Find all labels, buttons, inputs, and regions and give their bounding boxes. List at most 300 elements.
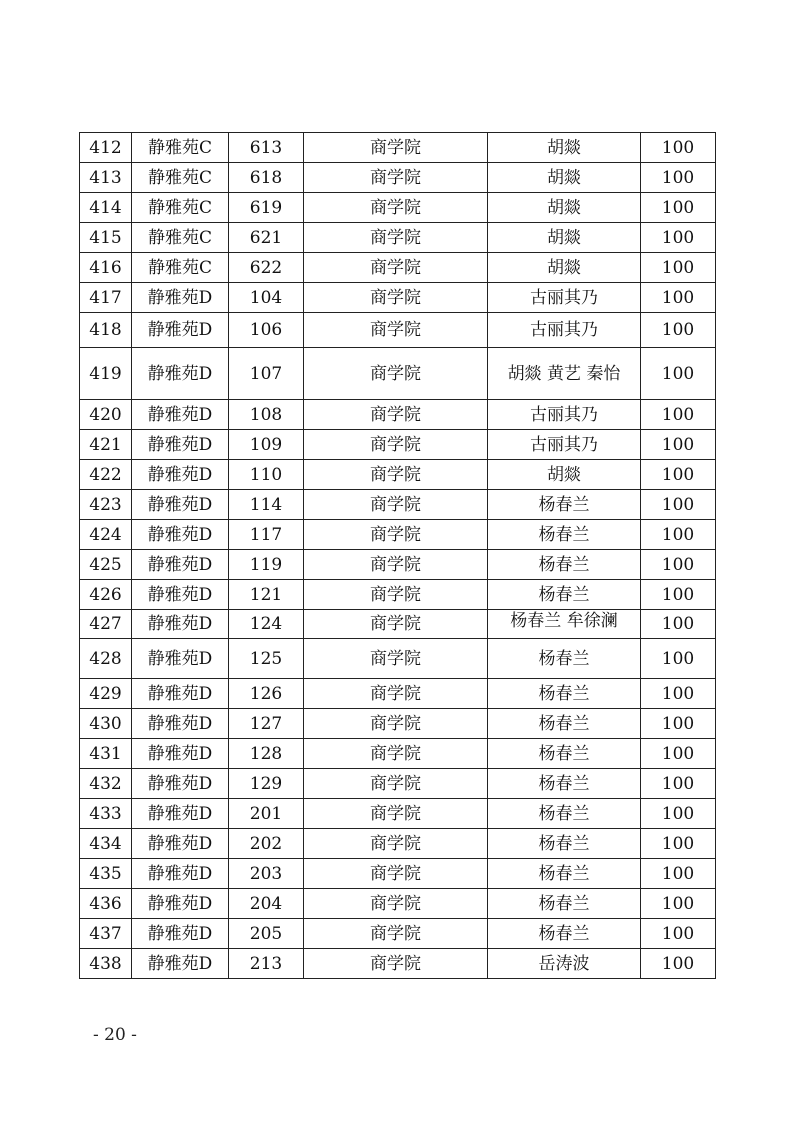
- college-name: 商学院: [370, 363, 421, 384]
- room-number-cell: [229, 769, 304, 799]
- counselor-name: 杨春兰: [538, 923, 590, 944]
- college-name-cell: [304, 430, 488, 460]
- row-number-cell: [80, 430, 132, 460]
- building-name: 静雅苑D: [147, 923, 213, 944]
- score-value-cell: [641, 829, 716, 859]
- score-value-cell: [641, 580, 716, 610]
- building-name-cell: [132, 769, 229, 799]
- college-name: 商学院: [370, 743, 421, 764]
- room-number: 213: [249, 953, 283, 974]
- row-number: 437: [89, 923, 122, 944]
- counselor-name-cell: [488, 313, 641, 348]
- college-name: 商学院: [370, 494, 421, 515]
- table-row: [80, 799, 716, 829]
- score-value: 100: [661, 320, 695, 340]
- score-value-cell: [641, 610, 716, 639]
- table-row: [80, 859, 716, 889]
- counselor-name-cell: [488, 799, 641, 829]
- room-number-cell: [229, 490, 304, 520]
- college-name: 商学院: [370, 614, 421, 634]
- college-name: 商学院: [370, 713, 421, 734]
- room-number-cell: [229, 313, 304, 348]
- room-number: 117: [249, 524, 283, 545]
- row-number-cell: [80, 520, 132, 550]
- table-row: [80, 639, 716, 679]
- score-value-cell: [641, 133, 716, 163]
- score-value-cell: [641, 799, 716, 829]
- table-row: [80, 919, 716, 949]
- table-row: [80, 313, 716, 348]
- room-number-cell: [229, 859, 304, 889]
- row-number: 420: [89, 404, 122, 425]
- building-name-cell: [132, 163, 229, 193]
- room-number: 127: [249, 713, 283, 734]
- college-name-cell: [304, 580, 488, 610]
- counselor-name-cell: [488, 919, 641, 949]
- counselor-name-cell: [488, 520, 641, 550]
- row-number-cell: [80, 193, 132, 223]
- row-number-cell: [80, 639, 132, 679]
- college-name-cell: [304, 313, 488, 348]
- counselor-name-cell: [488, 348, 641, 400]
- row-number-cell: [80, 163, 132, 193]
- row-number: 426: [89, 584, 122, 605]
- college-name-cell: [304, 919, 488, 949]
- college-name: 商学院: [370, 257, 421, 278]
- building-name-cell: [132, 919, 229, 949]
- building-name-cell: [132, 949, 229, 979]
- building-name-cell: [132, 829, 229, 859]
- row-number: 417: [89, 287, 122, 308]
- building-name: 静雅苑D: [147, 803, 213, 824]
- counselor-name-cell: [488, 163, 641, 193]
- building-name: 静雅苑D: [147, 404, 213, 425]
- row-number-cell: [80, 799, 132, 829]
- counselor-name: 杨春兰 牟徐澜: [510, 611, 618, 631]
- college-name-cell: [304, 223, 488, 253]
- room-number-cell: [229, 430, 304, 460]
- room-number-cell: [229, 223, 304, 253]
- counselor-name: 胡燚 黄艺 秦怡: [507, 363, 621, 384]
- score-value-cell: [641, 400, 716, 430]
- college-name: 商学院: [370, 833, 421, 854]
- college-name: 商学院: [370, 773, 421, 794]
- room-number: 124: [249, 614, 283, 634]
- building-name: 静雅苑C: [147, 197, 212, 218]
- row-number: 434: [89, 833, 122, 854]
- building-name-cell: [132, 580, 229, 610]
- row-number: 433: [89, 803, 122, 824]
- score-value: 100: [661, 833, 695, 854]
- score-value-cell: [641, 283, 716, 313]
- counselor-name: 杨春兰: [538, 773, 590, 794]
- room-number-cell: [229, 829, 304, 859]
- score-value: 100: [661, 494, 695, 515]
- row-number-cell: [80, 889, 132, 919]
- score-value: 100: [661, 648, 695, 669]
- college-name-cell: [304, 253, 488, 283]
- counselor-name-cell: [488, 769, 641, 799]
- row-number-cell: [80, 490, 132, 520]
- college-name: 商学院: [370, 683, 421, 704]
- counselor-name: 杨春兰: [538, 648, 590, 669]
- college-name: 商学院: [370, 554, 421, 575]
- score-value: 100: [661, 683, 695, 704]
- college-name-cell: [304, 163, 488, 193]
- score-value-cell: [641, 520, 716, 550]
- room-number-cell: [229, 580, 304, 610]
- counselor-name-cell: [488, 859, 641, 889]
- building-name: 静雅苑C: [147, 257, 212, 278]
- room-number-cell: [229, 520, 304, 550]
- building-name: 静雅苑D: [147, 320, 213, 340]
- counselor-name-cell: [488, 460, 641, 490]
- table-row: [80, 550, 716, 580]
- score-value: 100: [661, 713, 695, 734]
- room-number: 129: [249, 773, 283, 794]
- room-number-cell: [229, 679, 304, 709]
- counselor-name: 胡燚: [547, 227, 581, 248]
- counselor-name: 杨春兰: [538, 833, 590, 854]
- score-value: 100: [661, 167, 695, 188]
- row-number: 431: [89, 743, 122, 764]
- room-number: 621: [249, 227, 283, 248]
- table-row: [80, 430, 716, 460]
- table-row: [80, 193, 716, 223]
- counselor-name-cell: [488, 193, 641, 223]
- building-name-cell: [132, 859, 229, 889]
- building-name: 静雅苑D: [147, 713, 213, 734]
- score-value-cell: [641, 223, 716, 253]
- row-number: 427: [89, 614, 122, 634]
- row-number-cell: [80, 679, 132, 709]
- college-name: 商学院: [370, 287, 421, 308]
- score-value-cell: [641, 550, 716, 580]
- counselor-name: 胡燚: [547, 197, 581, 218]
- college-name-cell: [304, 709, 488, 739]
- score-value-cell: [641, 193, 716, 223]
- counselor-name: 杨春兰: [538, 803, 590, 824]
- score-value: 100: [661, 803, 695, 824]
- building-name-cell: [132, 348, 229, 400]
- table-row: [80, 348, 716, 400]
- room-number: 107: [249, 363, 283, 384]
- row-number: 413: [89, 167, 122, 188]
- building-name: 静雅苑D: [147, 524, 213, 545]
- score-value: 100: [661, 137, 695, 158]
- counselor-name: 杨春兰: [538, 494, 590, 515]
- row-number-cell: [80, 400, 132, 430]
- room-number-cell: [229, 283, 304, 313]
- college-name: 商学院: [370, 197, 421, 218]
- table-row: [80, 490, 716, 520]
- counselor-name: 胡燚: [547, 464, 581, 485]
- room-number: 125: [249, 648, 283, 669]
- score-value-cell: [641, 769, 716, 799]
- building-name: 静雅苑D: [147, 434, 213, 455]
- score-value: 100: [661, 287, 695, 308]
- score-value: 100: [661, 404, 695, 425]
- score-value: 100: [661, 554, 695, 575]
- college-name: 商学院: [370, 137, 421, 158]
- building-name-cell: [132, 430, 229, 460]
- row-number-cell: [80, 949, 132, 979]
- score-value: 100: [661, 863, 695, 884]
- college-name: 商学院: [370, 863, 421, 884]
- row-number: 414: [89, 197, 122, 218]
- college-name: 商学院: [370, 524, 421, 545]
- dormitory-score-table: [79, 132, 716, 979]
- counselor-name: 杨春兰: [538, 713, 590, 734]
- room-number-cell: [229, 610, 304, 639]
- building-name-cell: [132, 889, 229, 919]
- college-name-cell: [304, 133, 488, 163]
- college-name-cell: [304, 889, 488, 919]
- building-name: 静雅苑D: [147, 773, 213, 794]
- table-row: [80, 610, 716, 639]
- score-value: 100: [661, 257, 695, 278]
- building-name-cell: [132, 223, 229, 253]
- counselor-name: 古丽其乃: [530, 320, 598, 340]
- college-name-cell: [304, 639, 488, 679]
- table-row: [80, 709, 716, 739]
- college-name-cell: [304, 520, 488, 550]
- room-number: 618: [249, 167, 283, 188]
- table-row: [80, 580, 716, 610]
- room-number: 204: [249, 893, 283, 914]
- building-name: 静雅苑C: [147, 227, 212, 248]
- table-row: [80, 163, 716, 193]
- score-value: 100: [661, 434, 695, 455]
- row-number-cell: [80, 610, 132, 639]
- table-row: [80, 949, 716, 979]
- building-name: 静雅苑D: [147, 554, 213, 575]
- score-value: 100: [661, 743, 695, 764]
- building-name-cell: [132, 193, 229, 223]
- score-value: 100: [661, 953, 695, 974]
- building-name-cell: [132, 313, 229, 348]
- score-value-cell: [641, 253, 716, 283]
- college-name-cell: [304, 460, 488, 490]
- counselor-name: 胡燚: [547, 167, 581, 188]
- row-number: 415: [89, 227, 122, 248]
- room-number-cell: [229, 949, 304, 979]
- row-number-cell: [80, 133, 132, 163]
- building-name-cell: [132, 253, 229, 283]
- counselor-name-cell: [488, 679, 641, 709]
- row-number-cell: [80, 550, 132, 580]
- room-number-cell: [229, 639, 304, 679]
- room-number-cell: [229, 889, 304, 919]
- row-number-cell: [80, 348, 132, 400]
- room-number: 106: [249, 320, 283, 340]
- building-name: 静雅苑D: [147, 464, 213, 485]
- college-name-cell: [304, 400, 488, 430]
- table-row: [80, 889, 716, 919]
- room-number-cell: [229, 400, 304, 430]
- score-value-cell: [641, 313, 716, 348]
- counselor-name: 古丽其乃: [530, 287, 598, 308]
- row-number-cell: [80, 919, 132, 949]
- counselor-name: 古丽其乃: [530, 404, 598, 425]
- college-name: 商学院: [370, 434, 421, 455]
- room-number: 108: [249, 404, 283, 425]
- room-number-cell: [229, 799, 304, 829]
- room-number-cell: [229, 163, 304, 193]
- building-name-cell: [132, 610, 229, 639]
- table-row: [80, 400, 716, 430]
- college-name-cell: [304, 769, 488, 799]
- score-value-cell: [641, 739, 716, 769]
- score-value-cell: [641, 348, 716, 400]
- room-number: 114: [249, 494, 283, 515]
- building-name-cell: [132, 400, 229, 430]
- score-value-cell: [641, 430, 716, 460]
- row-number-cell: [80, 223, 132, 253]
- counselor-name-cell: [488, 709, 641, 739]
- score-value: 100: [661, 227, 695, 248]
- college-name: 商学院: [370, 584, 421, 605]
- table-body: [80, 133, 716, 979]
- building-name-cell: [132, 739, 229, 769]
- building-name-cell: [132, 283, 229, 313]
- room-number: 619: [249, 197, 283, 218]
- counselor-name: 杨春兰: [538, 554, 590, 575]
- room-number: 622: [249, 257, 283, 278]
- room-number: 128: [249, 743, 283, 764]
- counselor-name-cell: [488, 133, 641, 163]
- room-number-cell: [229, 919, 304, 949]
- score-value: 100: [661, 923, 695, 944]
- row-number-cell: [80, 283, 132, 313]
- counselor-name: 胡燚: [547, 137, 581, 158]
- building-name: 静雅苑D: [147, 287, 213, 308]
- counselor-name-cell: [488, 430, 641, 460]
- building-name: 静雅苑D: [147, 683, 213, 704]
- college-name-cell: [304, 859, 488, 889]
- room-number: 613: [249, 137, 283, 158]
- row-number: 416: [89, 257, 122, 278]
- college-name-cell: [304, 799, 488, 829]
- table-row: [80, 679, 716, 709]
- counselor-name: 杨春兰: [538, 893, 590, 914]
- score-value: 100: [661, 773, 695, 794]
- college-name-cell: [304, 348, 488, 400]
- counselor-name-cell: [488, 829, 641, 859]
- counselor-name-cell: [488, 610, 641, 639]
- score-value: 100: [661, 584, 695, 605]
- row-number: 424: [89, 524, 122, 545]
- room-number-cell: [229, 460, 304, 490]
- college-name: 商学院: [370, 320, 421, 340]
- counselor-name-cell: [488, 739, 641, 769]
- room-number: 104: [249, 287, 283, 308]
- room-number: 110: [249, 464, 283, 485]
- college-name-cell: [304, 679, 488, 709]
- room-number: 126: [249, 683, 283, 704]
- row-number: 425: [89, 554, 122, 575]
- score-value: 100: [661, 197, 695, 218]
- college-name-cell: [304, 739, 488, 769]
- room-number-cell: [229, 348, 304, 400]
- row-number-cell: [80, 829, 132, 859]
- room-number: 109: [249, 434, 283, 455]
- counselor-name-cell: [488, 949, 641, 979]
- row-number: 429: [89, 683, 122, 704]
- college-name-cell: [304, 949, 488, 979]
- college-name-cell: [304, 829, 488, 859]
- row-number-cell: [80, 739, 132, 769]
- building-name-cell: [132, 709, 229, 739]
- counselor-name-cell: [488, 283, 641, 313]
- building-name: 静雅苑D: [147, 953, 213, 974]
- table-row: [80, 520, 716, 550]
- table-row: [80, 739, 716, 769]
- room-number: 205: [249, 923, 283, 944]
- score-value: 100: [661, 363, 695, 384]
- room-number-cell: [229, 709, 304, 739]
- building-name: 静雅苑D: [147, 363, 213, 384]
- building-name-cell: [132, 550, 229, 580]
- row-number: 430: [89, 713, 122, 734]
- score-value: 100: [661, 464, 695, 485]
- counselor-name: 古丽其乃: [530, 434, 598, 455]
- building-name-cell: [132, 520, 229, 550]
- row-number: 423: [89, 494, 122, 515]
- score-value: 100: [661, 893, 695, 914]
- row-number-cell: [80, 313, 132, 348]
- row-number: 412: [89, 137, 122, 158]
- room-number-cell: [229, 133, 304, 163]
- college-name-cell: [304, 610, 488, 639]
- college-name-cell: [304, 193, 488, 223]
- college-name: 商学院: [370, 464, 421, 485]
- building-name: 静雅苑D: [147, 833, 213, 854]
- building-name: 静雅苑D: [147, 648, 213, 669]
- college-name: 商学院: [370, 648, 421, 669]
- counselor-name-cell: [488, 253, 641, 283]
- counselor-name: 杨春兰: [538, 863, 590, 884]
- table-row: [80, 829, 716, 859]
- table-row: [80, 283, 716, 313]
- row-number-cell: [80, 460, 132, 490]
- score-value-cell: [641, 919, 716, 949]
- room-number-cell: [229, 550, 304, 580]
- counselor-name-cell: [488, 550, 641, 580]
- row-number: 418: [89, 320, 122, 340]
- counselor-name-cell: [488, 580, 641, 610]
- score-value-cell: [641, 460, 716, 490]
- row-number-cell: [80, 709, 132, 739]
- counselor-name: 岳涛波: [538, 953, 590, 974]
- counselor-name: 杨春兰: [538, 524, 590, 545]
- table-row: [80, 133, 716, 163]
- counselor-name: 杨春兰: [538, 683, 590, 704]
- room-number: 203: [249, 863, 283, 884]
- table-row: [80, 460, 716, 490]
- score-value-cell: [641, 679, 716, 709]
- score-value-cell: [641, 639, 716, 679]
- building-name: 静雅苑D: [147, 893, 213, 914]
- building-name-cell: [132, 490, 229, 520]
- row-number: 432: [89, 773, 122, 794]
- college-name-cell: [304, 550, 488, 580]
- college-name-cell: [304, 490, 488, 520]
- room-number-cell: [229, 739, 304, 769]
- row-number-cell: [80, 859, 132, 889]
- row-number: 436: [89, 893, 122, 914]
- row-number-cell: [80, 769, 132, 799]
